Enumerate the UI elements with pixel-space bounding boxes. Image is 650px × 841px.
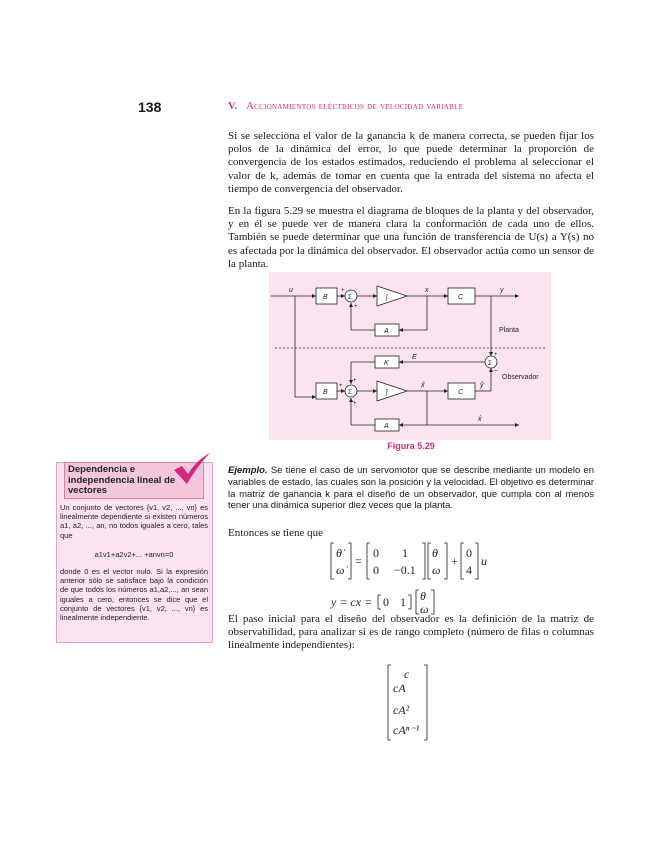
obs-row-3: cA² <box>393 703 410 717</box>
label-e: E <box>412 354 417 361</box>
block-a-plant: A <box>384 328 389 335</box>
sidebar-text-2: donde 0 es el vector nulo. Si la expresión anterior sólo se satisface bajo la condición de que todos los números a1,a2,..., an sean iguales a cero, entonces se dice que el conjunto de vectores {v1, v2, ..., vn} es linealmente independiente. <box>60 567 208 623</box>
block-b-plant: B <box>323 294 328 301</box>
label-x: x <box>425 287 429 294</box>
c-matrix-1: 0 <box>383 595 389 609</box>
example-text: Se tiene el caso de un servomotor que se describe mediante un modelo en variables de estado, las cuales son la posición y la velocidad. El objetivo es determinar la matriz de ganancia k para el diseño de un observador, que cumpla con al menos tener una dinámica superior diez veces que la planta. <box>228 465 595 512</box>
paragraph-2: En la figura 5.29 se muestra el diagrama de bloques de la planta y del observador, y en él se puede ver de manera clara la conformación de cada uno de ellos. También se puede determinar que una función de transferencia de U(s) a Y(s) no es afectada por la dinámica del observador. El observador actúa como un sensor de la planta. <box>228 205 594 270</box>
block-k: K <box>384 360 389 367</box>
b-matrix-1: 0 <box>466 546 472 560</box>
observability-matrix <box>386 664 436 742</box>
sign-plus-5: + <box>353 401 357 407</box>
block-integral-plant: ∫ <box>386 294 388 301</box>
figure-caption: Figura 5.29 <box>387 441 435 451</box>
output-lhs: y = cx = <box>331 595 373 609</box>
state-equation <box>330 541 500 583</box>
theta-dot: θ̇ <box>336 546 342 560</box>
b-matrix-2: 4 <box>466 563 472 577</box>
sign-minus: − <box>494 368 499 375</box>
running-head <box>228 101 463 112</box>
label-planta: Planta <box>499 327 519 334</box>
output-equation <box>330 589 450 615</box>
label-x-hat-out: x̂ <box>478 416 482 423</box>
obs-row-4: cAⁿ⁻¹ <box>393 723 420 737</box>
paragraph-3: El paso inicial para el diseño del observador es la definición de la matriz de observabilidad, para analizar si es de rango completo (número de filas o columnas linealmente independientes): <box>228 613 594 652</box>
label-u: u <box>289 287 293 294</box>
c-matrix-2: 1 <box>400 595 406 609</box>
a-matrix-12: 1 <box>402 546 408 560</box>
a-matrix-22: −0.1 <box>394 563 416 577</box>
sidebar-equation: a1v1+a2v2+... +anvn=0 <box>94 550 174 559</box>
sidebar-title: Dependencia e independencia lineal de vectores <box>68 464 176 496</box>
label-observador: Observador <box>502 374 539 381</box>
block-integral-observer: ∫ <box>386 389 388 396</box>
sign-plus-4: + <box>353 378 357 384</box>
page-number: 138 <box>138 99 162 115</box>
state-theta: θ <box>432 546 438 560</box>
sidebar-text-1: Un conjunto de vectores {v1, v2, ..., vn} es linealmente dependiente si existen números a1, a2, ..., an, no todos iguales a cero, tales que <box>60 503 208 540</box>
paragraph-1: Si se selecciona el valor de la ganancia k de manera correcta, se pueden fijar los polos de la dinámica del error, lo que puede determinar la proporción de convergencia de los estados estimados, reduciendo el problema al seleccionar el valor de k, además de tomar en cuenta que la entrada del sistema no afecta el tiempo de convergencia del observador. <box>228 130 594 195</box>
example-paragraph <box>228 465 594 512</box>
sum-error: Σ <box>488 361 492 367</box>
example-label: Ejemplo. <box>228 465 268 476</box>
svg-text:=: = <box>355 554 362 568</box>
obs-row-1: c <box>404 667 410 681</box>
omega-dot: ω̇ <box>336 563 345 577</box>
sign-plus-6: + <box>494 352 498 358</box>
block-diagram-svg <box>269 272 551 440</box>
svg-text:+: + <box>451 554 458 568</box>
sum-plant: Σ <box>348 295 352 301</box>
sign-plus-3: + <box>339 383 343 389</box>
label-y: y <box>500 287 504 294</box>
block-c-plant: C <box>458 294 464 301</box>
checkmark-icon <box>172 452 212 486</box>
block-c-observer: C <box>458 389 464 396</box>
output-theta: θ <box>420 589 426 603</box>
entonces-text: Entonces se tiene que <box>228 527 323 539</box>
input-u: u <box>481 554 487 568</box>
sum-observer: Σ <box>348 390 352 396</box>
block-diagram <box>269 272 551 440</box>
sign-plus-1: + <box>341 288 345 294</box>
label-x-hat: x̂ <box>421 382 425 389</box>
sign-plus-2: + <box>354 304 358 310</box>
label-y-hat: ŷ <box>480 382 484 389</box>
block-b-observer: B <box>323 389 328 396</box>
a-matrix-21: 0 <box>373 563 379 577</box>
chapter-number: V. <box>228 101 238 112</box>
block-a-observer: A <box>384 423 389 430</box>
a-matrix-11: 0 <box>373 546 379 560</box>
state-omega: ω <box>432 563 441 577</box>
obs-row-2: cA <box>393 681 406 695</box>
output-omega: ω <box>420 602 429 615</box>
chapter-title: Accionamientos eléctricos de velocidad variable <box>246 101 464 112</box>
